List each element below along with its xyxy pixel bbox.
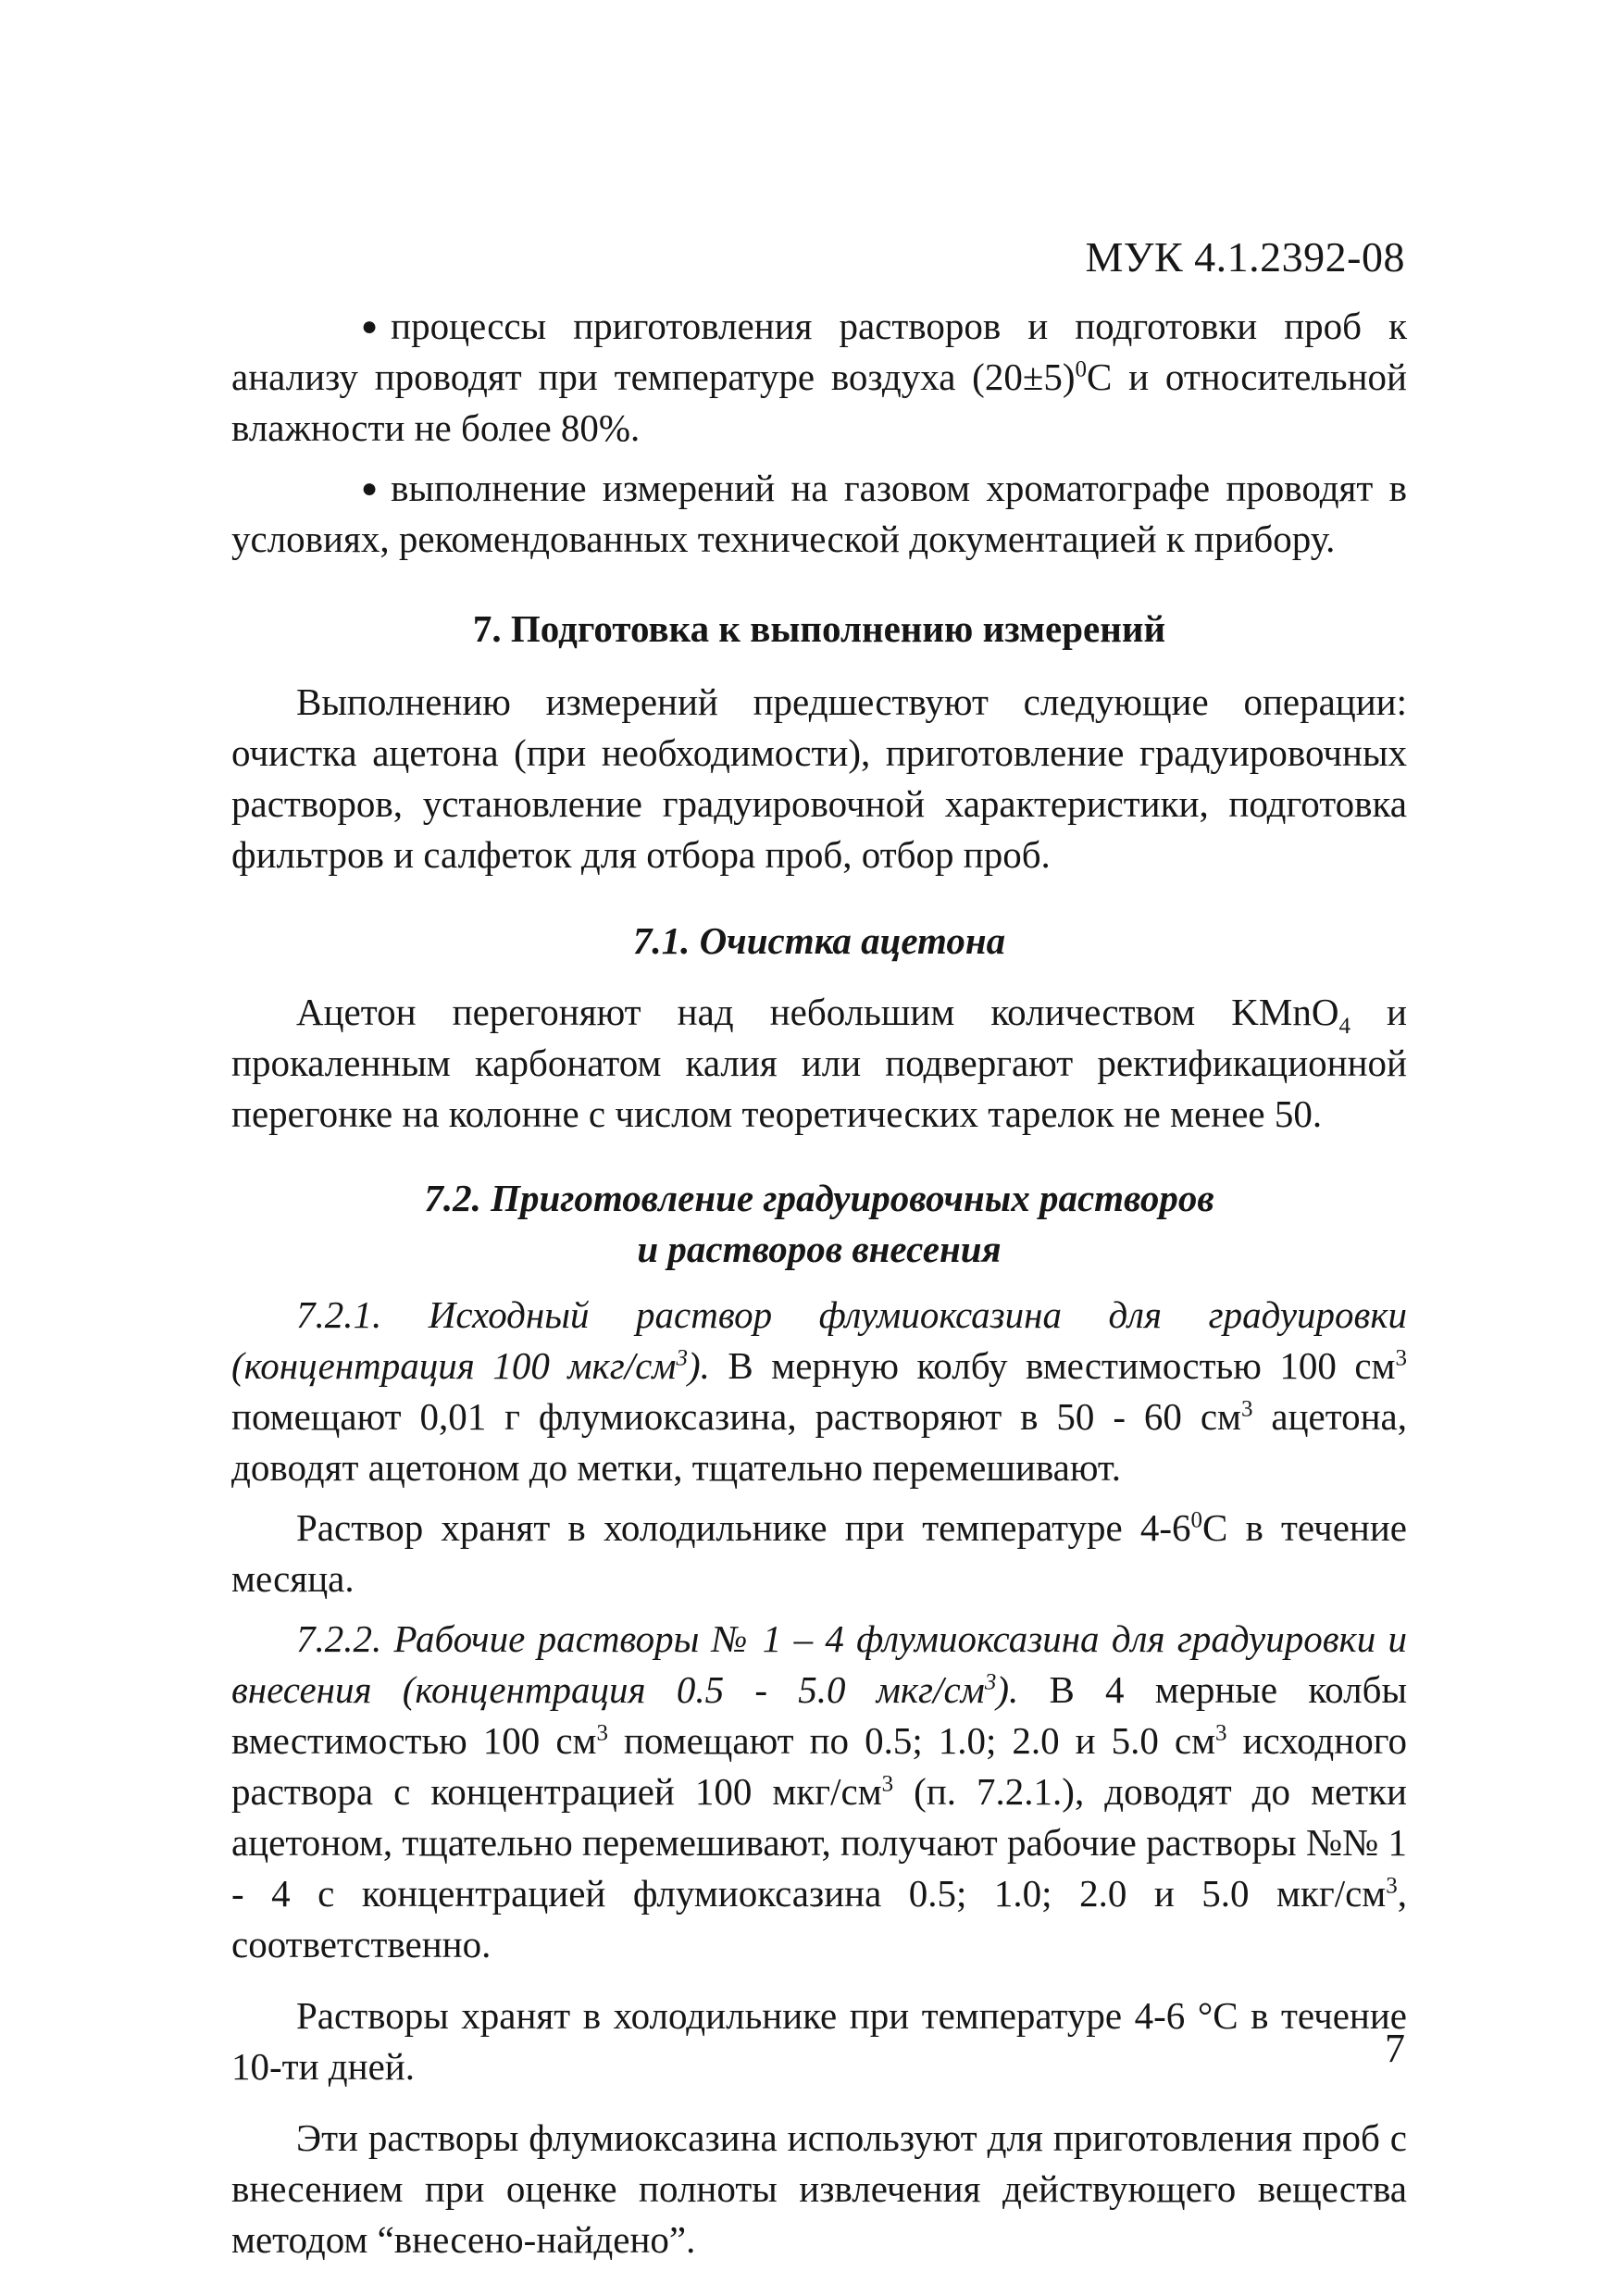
- paragraph-7-2-1-sup-a: 3: [1395, 1345, 1407, 1371]
- bullet-1-text-b: С и относительной влажности не более 80%.: [231, 356, 1407, 449]
- paragraph-7-2-1-title-b: ).: [687, 1344, 710, 1387]
- paragraph-7-2-2-title-a: 7.2.2. Рабочие растворы № 1 – 4 флумиоксазина для градуировки и внесения (концентрация 0.5 - 5.0 мкг/см: [231, 1617, 1407, 1711]
- paragraph-7-2-1-title-a: 7.2.1. Исходный раствор флумиоксазина для градуировки (концентрация 100 мкг/см: [231, 1293, 1407, 1387]
- bullet-1-superscript: 0: [1075, 356, 1087, 382]
- storage-note-1-text-b: С в течение месяца.: [231, 1506, 1407, 1600]
- paragraph-7-2-1: [231, 1290, 1407, 1493]
- bullet-2-text: выполнение измерений на газовом хроматографе проводят в условиях, рекомендованных технической документацией к прибору.: [231, 467, 1407, 560]
- page-number: 7: [1385, 2026, 1405, 2071]
- paragraph-7-2-2-text-a: В 4 мерные колбы вместимостью 100 см: [231, 1668, 1407, 1762]
- bullet-1-text-a: процессы приготовления растворов и подготовки проб к анализу проводят при температуре воздуха (20±5): [231, 305, 1407, 398]
- section-7-1-heading: 7.1. Очистка ацетона: [632, 919, 1006, 962]
- paragraph-7-2-1-title-sup: 3: [676, 1345, 688, 1371]
- section-7-paragraph: Выполнению измерений предшествуют следующие операции: очистка ацетона (при необходимости), приготовление градуировочных растворов, установление градуировочной характеристики, подготовка фильтров и салфеток для отбора проб, отбор проб.: [231, 680, 1407, 876]
- paragraph-7-2-2-text-e: , соответственно.: [231, 1872, 1407, 1965]
- paragraph-7-2-2-sup-d: 3: [1386, 1873, 1398, 1899]
- storage-note-2: Растворы хранят в холодильнике при температуре 4-6 °С в течение 10-ти дней.: [231, 1994, 1407, 2088]
- paragraph-7-2-1-text-c: ацетона, доводят ацетоном до метки, тщательно перемешивают.: [231, 1395, 1408, 1489]
- document-code: МУК 4.1.2392-08: [1085, 233, 1405, 281]
- bullet-item-1: [231, 301, 1407, 454]
- section-7-2-heading-line-2: и растворов внесения: [637, 1228, 1002, 1270]
- storage-note-1-sup: 0: [1190, 1507, 1202, 1533]
- paragraph-7-2-2-title-b: ).: [996, 1668, 1019, 1711]
- paragraph-7-2-2-text-c: исходного раствора с концентрацией 100 мкг/см: [231, 1719, 1408, 1813]
- bullet-item-2: [231, 463, 1407, 565]
- storage-note-1-text-a: Раствор хранят в холодильнике при температуре 4-6: [296, 1506, 1191, 1549]
- paragraph-7-2-2-sup-c: 3: [881, 1771, 894, 1797]
- paragraph-7-2-2-text-b: помещают по 0.5; 1.0; 2.0 и 5.0 см: [607, 1719, 1216, 1762]
- final-paragraph: Эти растворы флумиоксазина используют для приготовления проб с внесением при оценке полноты извлечения действующего вещества методом “внесено-найдено”.: [231, 2116, 1407, 2261]
- paragraph-7-2-2-sup-b: 3: [1215, 1720, 1227, 1746]
- paragraph-7-2-1-text-a: В мерную колбу вместимостью 100 см: [709, 1344, 1396, 1387]
- paragraph-7-2-1-sup-b: 3: [1240, 1396, 1253, 1422]
- section-7-2-heading-line-1: 7.2. Приготовление градуировочных растворов: [424, 1177, 1214, 1219]
- paragraph-7-2-1-text-b: помещают 0,01 г флумиоксазина, растворяют в 50 - 60 см: [231, 1395, 1241, 1438]
- page-content: [231, 301, 1407, 2265]
- paragraph-7-2-2-text-d: (п. 7.2.1.), доводят до метки ацетоном, тщательно перемешивают, получают рабочие растворы №№ 1 - 4 с концентрацией флумиоксазина 0.5; 1.0; 2.0 и 5.0 мкг/см: [231, 1770, 1407, 1915]
- paragraph-7-2-2-sup-a: 3: [596, 1720, 608, 1746]
- section-7-1-paragraph: [231, 987, 1407, 1140]
- paragraph-7-2-2: [231, 1614, 1407, 1970]
- paragraph-7-2-2-title-sup: 3: [984, 1669, 997, 1695]
- kmno4-subscript: 4: [1338, 1014, 1350, 1040]
- section-7-1-text-b: и прокаленным карбонатом калия или подвергают ректификационной перегонке на колонне с числом теоретических тарелок не менее 50.: [231, 991, 1407, 1135]
- storage-note-1: [231, 1503, 1407, 1604]
- bullet-dot-icon: ●: [361, 311, 379, 342]
- section-7-2-heading: [231, 1173, 1407, 1275]
- section-7-heading: 7. Подготовка к выполнению измерений: [472, 607, 1166, 650]
- section-7-1-text-a: Ацетон перегоняют над небольшим количеством KMnO: [296, 991, 1339, 1033]
- bullet-dot-icon: ●: [361, 473, 379, 504]
